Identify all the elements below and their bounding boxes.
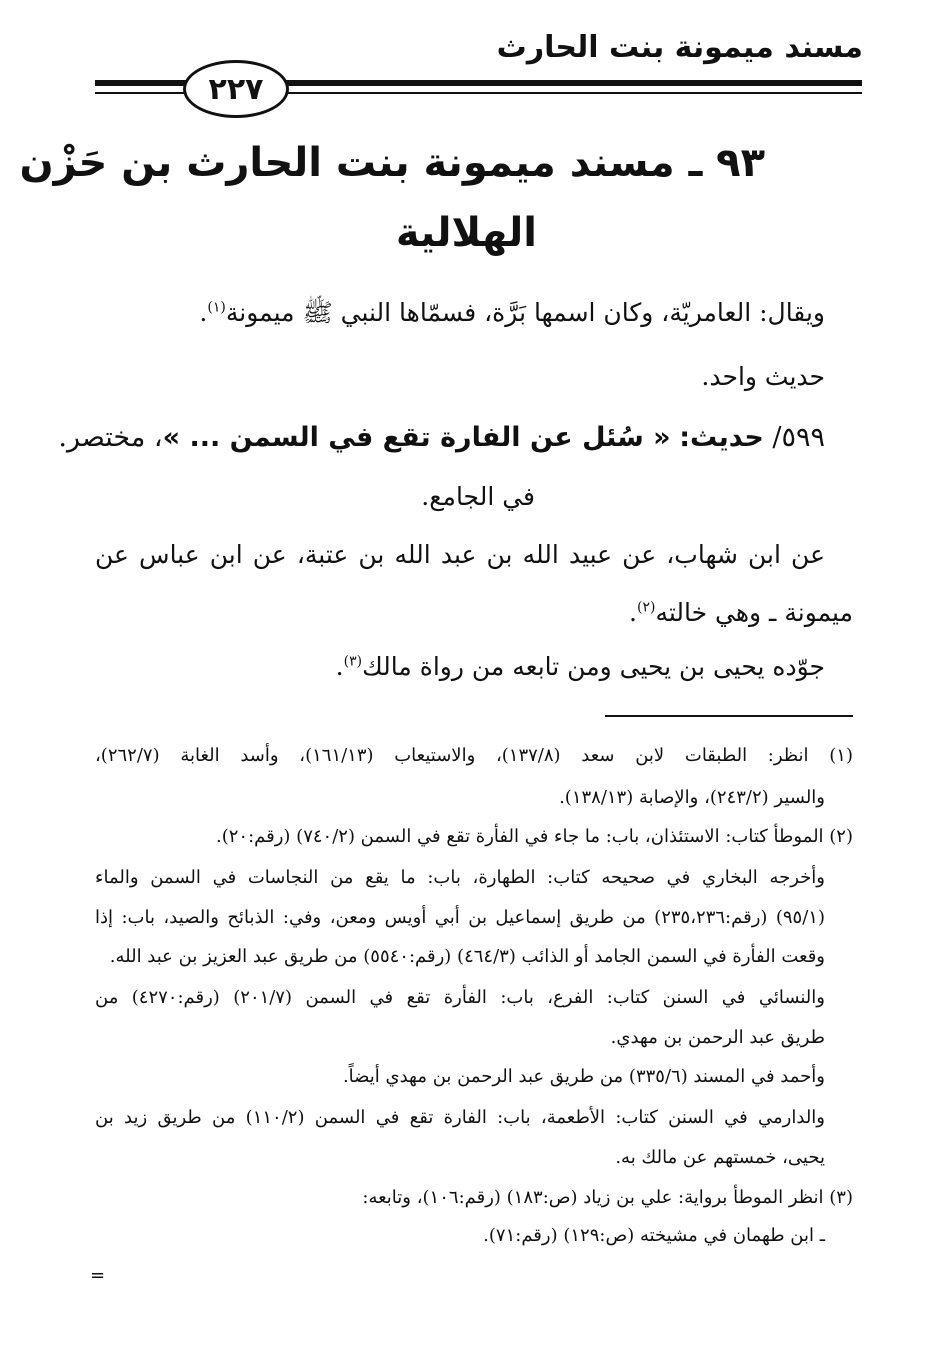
narration-note xyxy=(336,652,825,682)
footnote-line: (٣) انظر الموطأ برواية: علي بن زياد (ص:١٨٣) (رقم:١٠٦)، وتابعه: xyxy=(362,1187,853,1208)
footnote-line: وأخرجه البخاري في صحيحه كتاب: الطهارة، باب: ما يقع من النجاسات في السمن والماء xyxy=(95,867,825,888)
hadith-count: حديث واحد. xyxy=(701,362,825,391)
footnote-line: (١) انظر: الطبقات لابن سعد (١٣٧/٨)، والاستيعاب (١٦١/١٣)، وأسد الغابة (٢٦٢/٧)، xyxy=(95,745,853,766)
isnad-line-2 xyxy=(629,598,853,628)
isnad-text: ميمونة ـ وهي خالته xyxy=(655,598,853,627)
footnote-ref-3: (٣) xyxy=(343,653,363,670)
narration-note-end: . xyxy=(335,652,344,681)
running-title: مسند ميمونة بنت الحارث xyxy=(496,30,863,65)
intro-text: ويقال: العامريّة، وكان اسمها بَرَّة، فسمّاها النبي ﷺ ميمونة xyxy=(225,298,825,327)
footnote-ref-2: (٢) xyxy=(636,599,656,616)
chapter-title-line1: ٩٣ ـ مسند ميمونة بنت الحارث بن حَزْن xyxy=(19,140,765,186)
chapter-title-line2: الهلالية xyxy=(395,210,537,256)
isnad-end: . xyxy=(629,598,637,627)
footnote-line: ـ ابن طهمان في مشيخته (ص:١٢٩) (رقم:٧١). xyxy=(483,1225,825,1246)
narration-note-text: جوّده يحيى بن يحيى ومن تابعه من رواة مالك xyxy=(362,652,825,681)
footnote-line: (٢) الموطأ كتاب: الاستئذان، باب: ما جاء في الفأرة تقع في السمن (٧٤٠/٢) (رقم:٢٠). xyxy=(215,826,853,847)
intro-paragraph xyxy=(199,298,825,328)
hadith-number: ٥٩٩/ xyxy=(772,422,825,453)
footnote-line: يحيى، خمستهم عن مالك به. xyxy=(615,1147,825,1168)
footnote-line: طريق عبد الرحمن بن مهدي. xyxy=(610,1027,825,1048)
hadith-end: ، مختصر. xyxy=(58,422,163,453)
hadith-text: « سُئل عن الفارة تقع في السمن ... » xyxy=(162,422,671,453)
footnote-divider xyxy=(605,715,853,717)
footnote-line: والنسائي في السنن كتاب: الفرع، باب: الفأرة تقع في السمن (٢٠١/٧) (رقم:٤٢٧٠) من xyxy=(95,987,825,1008)
footnote-line: وقعت الفأرة في السمن الجامد أو الذائب (٤٦٤/٣) (رقم:٥٥٤٠) من طريق عبد العزيز بن عبد الله. xyxy=(109,946,825,967)
footnote-line: وأحمد في المسند (٣٣٥/٦) من طريق عبد الرحمن بن مهدي أيضاً. xyxy=(342,1066,825,1087)
hadith-label: حديث: xyxy=(679,422,764,453)
footnote-ref-1: (١) xyxy=(207,299,226,316)
footnote-line: (٩٥/١) (رقم:٢٣٥،٢٣٦) من طريق إسماعيل بن أبي أويس ومعن، وفي: الذبائح والصيد، باب: إذا xyxy=(95,907,825,928)
footnote-line: والسير (٢٤٣/٢)، والإصابة (١٣٨/١٣). xyxy=(559,787,825,808)
hadith-entry xyxy=(58,422,825,454)
footnote-line: والدارمي في السنن كتاب: الأطعمة، باب: الفارة تقع في السمن (١١٠/٢) من طريق زيد بن xyxy=(95,1107,825,1128)
isnad-line-1: عن ابن شهاب، عن عبيد الله بن عبد الله بن عتبة، عن ابن عباس عن xyxy=(95,540,825,569)
continuation-mark: = xyxy=(90,1265,106,1286)
page-number: ٢٢٧ xyxy=(183,60,289,118)
intro-end: . xyxy=(199,298,208,327)
hadith-source: في الجامع. xyxy=(421,482,535,511)
